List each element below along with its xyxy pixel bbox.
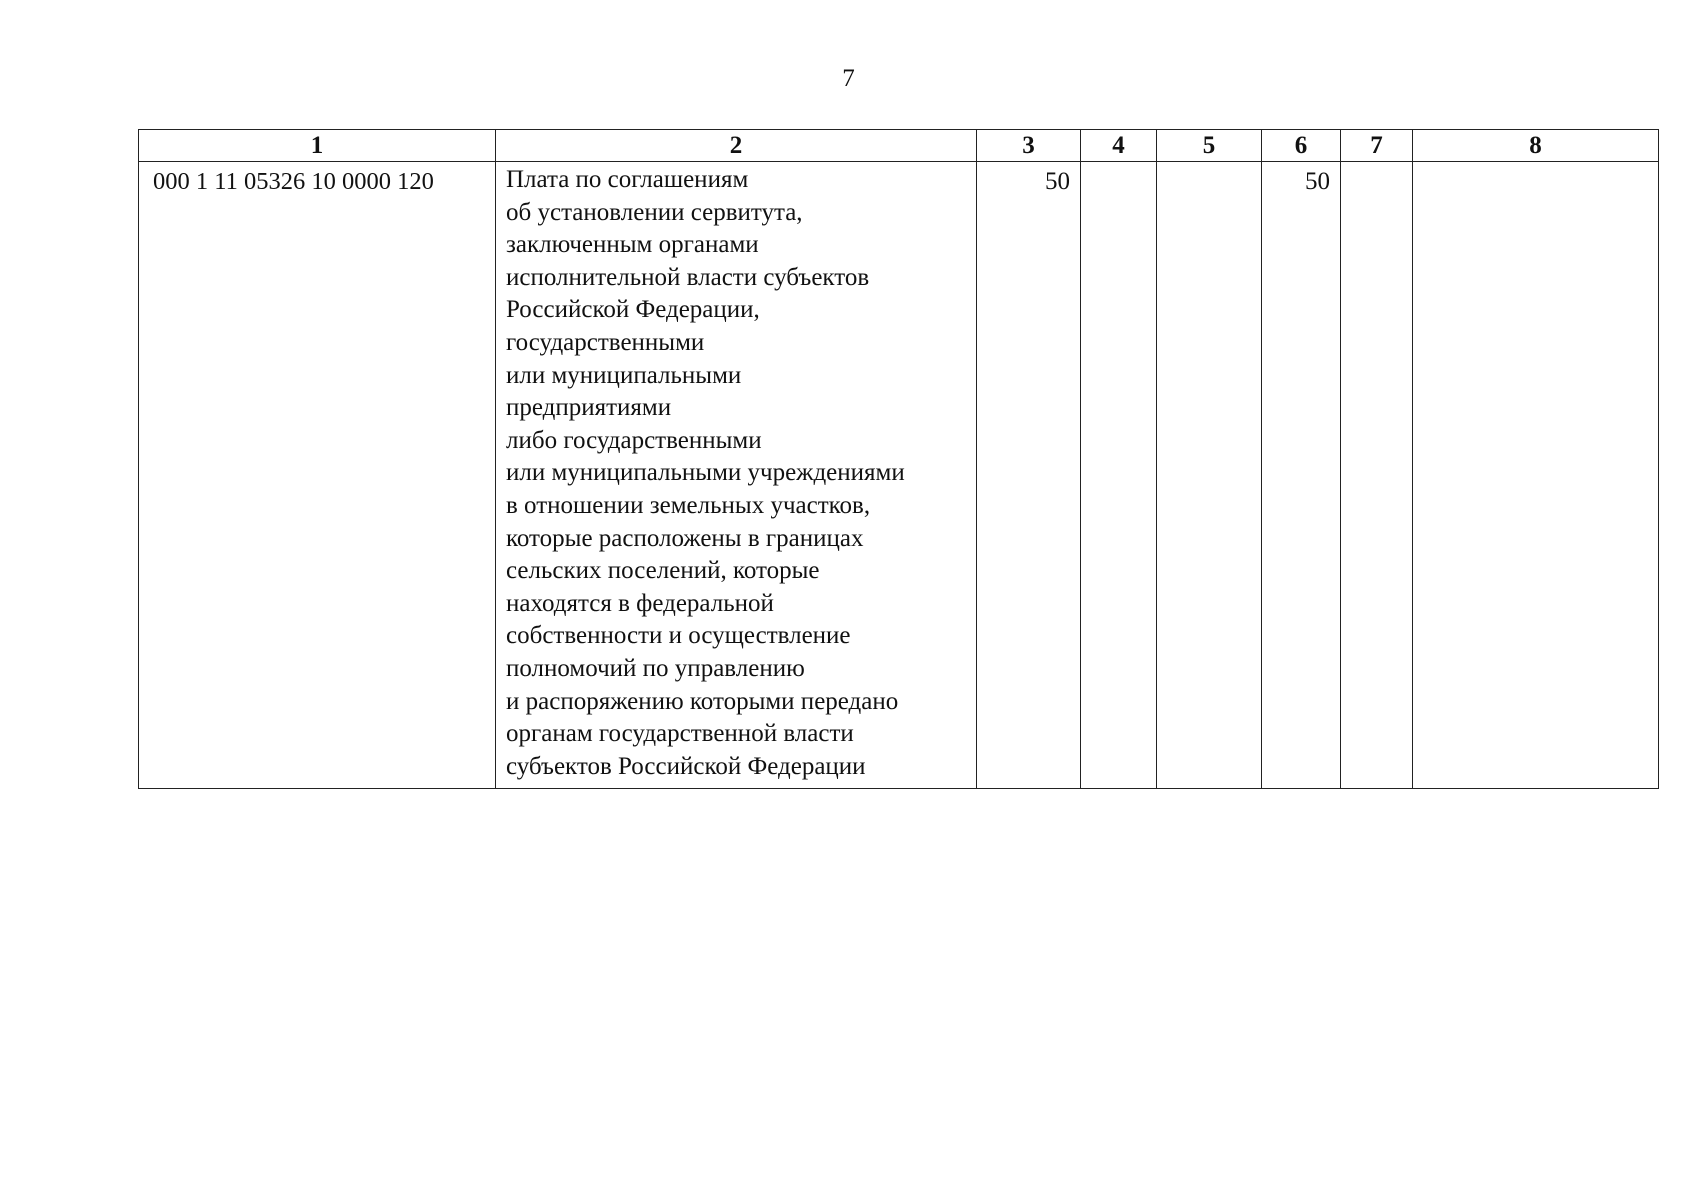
description-line: и распоряжению которыми передано [506,687,899,715]
table-header-row [139,130,1659,162]
description-line: находятся в федеральной [506,589,774,617]
description-line: государственными [506,328,705,356]
budget-table [138,129,1659,789]
column-header-1: 1 [139,130,496,162]
description-line: предприятиями [506,394,672,422]
description-line: Российской Федерации, [506,296,760,324]
column-header-4: 4 [1081,130,1157,162]
column-8-value [1413,162,1659,789]
column-6-value: 50 [1262,162,1341,789]
description-line: или муниципальными [506,361,742,389]
description-line: полномочий по управлению [506,654,805,682]
description-line: которые расположены в границах [506,524,864,552]
description-line: заключенным органами [506,231,759,259]
description-cell [496,162,977,789]
description-line: субъектов Российской Федерации [506,752,866,780]
description-line: или муниципальными учреждениями [506,459,905,487]
table-row [139,162,1659,789]
description-line: сельских поселений, которые [506,557,820,585]
budget-code-cell: 000 1 11 05326 10 0000 120 [139,162,496,789]
description-line: Плата по соглашениям [506,166,749,193]
description-line: собственности и осуществление [506,622,851,650]
column-header-7: 7 [1341,130,1413,162]
column-7-value [1341,162,1413,789]
column-header-3: 3 [977,130,1081,162]
column-header-5: 5 [1157,130,1262,162]
page-number: 7 [842,65,855,92]
column-5-value [1157,162,1262,789]
description-line: в отношении земельных участков, [506,491,871,519]
column-header-6: 6 [1262,130,1341,162]
column-header-2: 2 [496,130,977,162]
description-line: исполнительной власти субъектов [506,263,870,291]
column-3-value: 50 [977,162,1081,789]
column-header-8: 8 [1413,130,1659,162]
column-4-value [1081,162,1157,789]
description-line: либо государственными [506,426,762,454]
description-line: об установлении сервитута, [506,198,803,226]
description-line: органам государственной власти [506,720,854,748]
